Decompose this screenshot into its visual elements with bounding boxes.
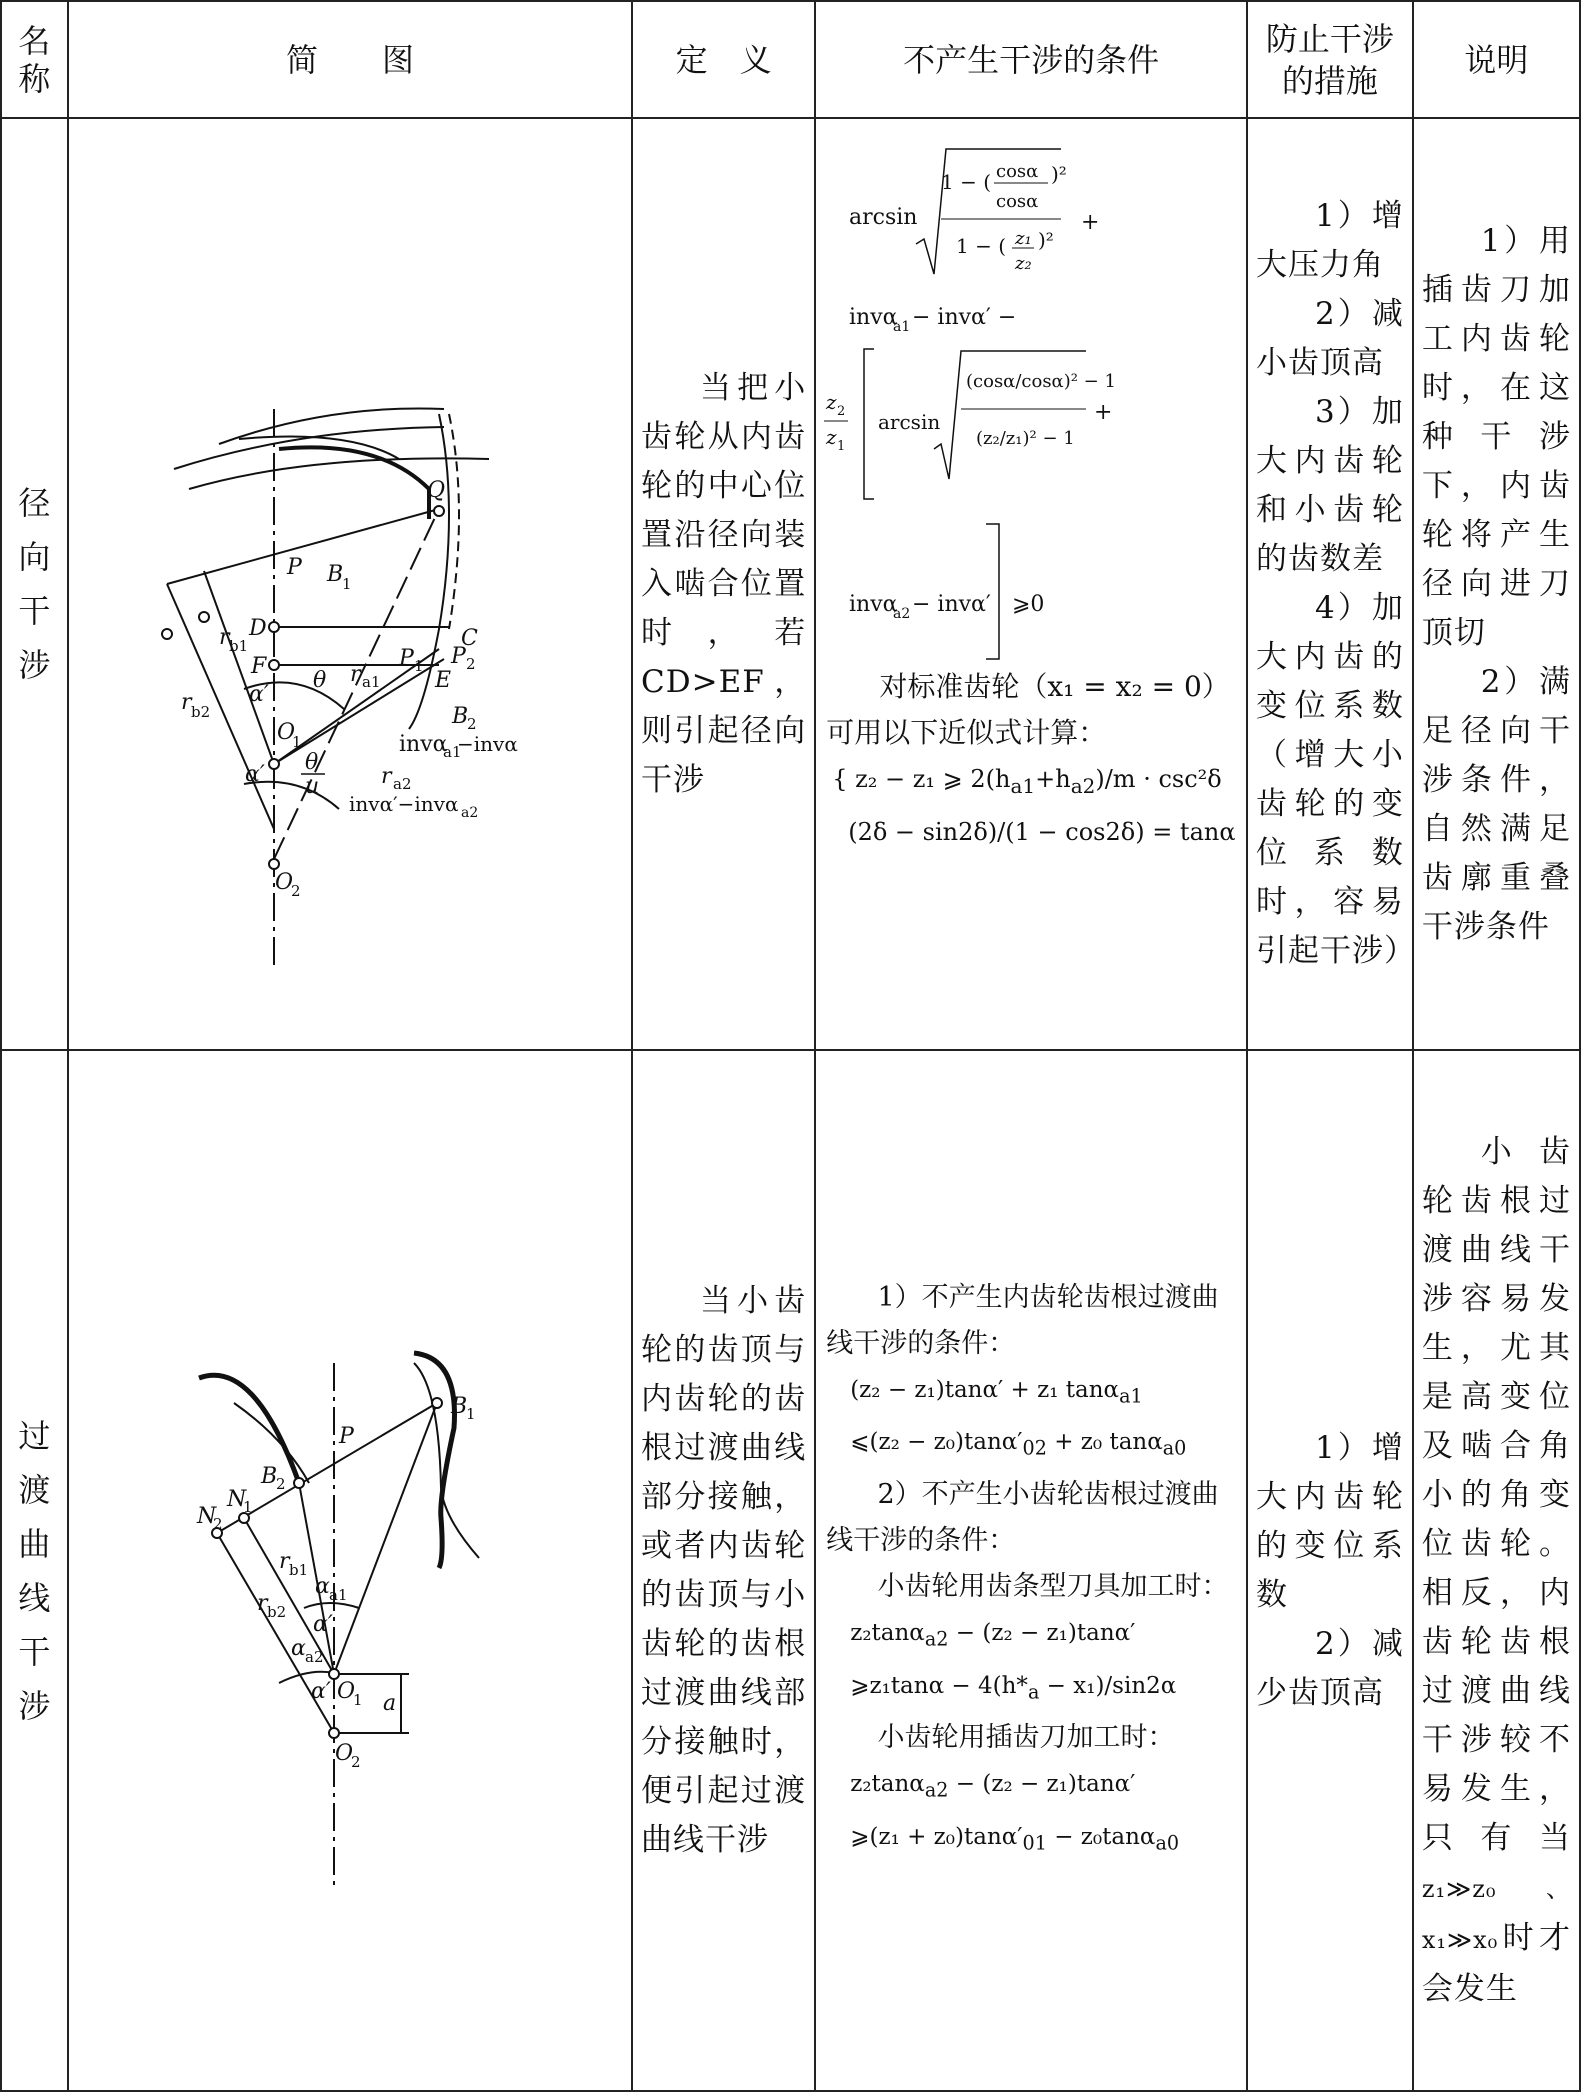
row1-measure-3: 3）加大内齿轮和小齿轮的齿数差 xyxy=(1256,394,1404,578)
row1-condition-approx: 对标准齿轮（x₁ = x₂ = 0）可用以下近似式计算： { z₂ − z₁ ⩾ $2(h_{a1}+h_{a2})/m \cdot \csc^2\delta$ (2δ − sin2δ)/(1 − cos2δ) = tanα xyxy=(816,664,1246,855)
fillet-interference-diagram xyxy=(69,1238,487,1904)
row1-measure-2: 2）减小齿顶高 xyxy=(1256,296,1404,382)
row-radial-interference xyxy=(1,118,1580,1050)
col-header-condition: 不产生干涉的条件 xyxy=(815,1,1247,118)
row2-notes-condition: z₁≫z₀、x₁≫x₀ xyxy=(1421,1874,1571,1954)
formula-z1: z xyxy=(826,425,837,450)
formula-z2-sub: 2 xyxy=(837,404,846,420)
svg-text:cosα: cosα xyxy=(996,161,1039,183)
svg-text:z₂: z₂ xyxy=(1015,253,1032,275)
label-rb2-2: r xyxy=(256,1590,268,1616)
row1-note-2: 2）满足径向干涉条件，自然满足齿廓重叠干涉条件 xyxy=(1421,663,1571,945)
label-n2: N xyxy=(196,1503,217,1529)
label-o2-2: O xyxy=(334,1740,353,1766)
svg-text:arcsin: arcsin xyxy=(878,410,941,435)
row2-cond-4-formula-b: ⩾(z₁ + $z_0)\tan\alpha'_{01} - z_0\tan\alpha_{a0}$ xyxy=(850,1823,1180,1855)
label-alpha-a1-sub: a1 xyxy=(328,1585,348,1604)
svg-text:+: + xyxy=(1094,400,1113,426)
label-alpha-prime-3: α′ xyxy=(312,1611,333,1637)
row1-measure-1: 1）增大压力角 xyxy=(1256,198,1404,284)
point-rb1-end xyxy=(199,612,209,622)
label-minus-inv-a: −invα xyxy=(456,731,518,756)
label-q: Q xyxy=(426,477,445,503)
row2-measure-1: 1）增大内齿轮的变位系数 xyxy=(1256,1429,1404,1613)
formula-inv2b: − invα′ xyxy=(912,592,992,618)
row2-notes-main: 小齿轮齿根过渡曲线干涉容易发生，尤其是高变位及啮合角小的角变位齿轮。相反，内齿轮齿根过渡曲线干涉较不易发生，只有当 xyxy=(1421,1133,1571,1856)
row1-notes xyxy=(1413,118,1580,1050)
row2-cond-3-formula-a: z₂tanα$_{a2}$ − (z₂ − z₁)tanα′ xyxy=(850,1619,1136,1651)
col-header-name: 名称 xyxy=(1,1,68,118)
formula-inv-a2: invα xyxy=(849,592,898,618)
label-b2: B xyxy=(451,703,469,729)
row2-notes-tail: 时才会发生 xyxy=(1421,1919,1571,2007)
label-n1: N xyxy=(226,1486,247,1512)
tangent-line xyxy=(167,509,439,584)
point-b2 xyxy=(294,1478,304,1488)
row2-cond-1-formula-a: (z₂ − z₁)tanα′ + z₁ tanα$_{a1}$ xyxy=(850,1376,1143,1408)
row1-measures xyxy=(1247,118,1417,1050)
row2-notes-text xyxy=(1422,1128,1571,2014)
label-p2: P xyxy=(450,643,466,669)
label-o1-2-sub: 1 xyxy=(352,1690,363,1709)
label-b1-sub: 1 xyxy=(341,574,352,593)
svg-text:cosα: cosα xyxy=(996,191,1039,213)
row2-measure-2: 2）减少齿顶高 xyxy=(1256,1625,1404,1711)
svg-text:1 − (: 1 − ( xyxy=(941,170,992,195)
label-rb2-2-sub: b2 xyxy=(266,1602,286,1621)
row1-note-1: 1）用插齿刀加工内齿轮时，在这种干涉下，内齿轮将产生径向进刀顶切 xyxy=(1421,222,1571,651)
row2-cond-3: 小齿轮用齿条型刀具加工时： xyxy=(877,1570,1229,1602)
label-rb1-sub: b1 xyxy=(228,636,248,655)
point-q xyxy=(434,506,444,516)
label-p1: P xyxy=(398,645,414,671)
label-n2-sub: 2 xyxy=(212,1514,223,1533)
svg-text:+: + xyxy=(1081,210,1100,236)
point-o1 xyxy=(269,759,279,769)
col-header-definition: 定 义 xyxy=(632,1,815,118)
label-a: a xyxy=(382,1690,396,1716)
label-ra1-sub: a1 xyxy=(361,672,381,691)
formula-geq0: ⩾0 xyxy=(1012,592,1045,618)
label-p-2: P xyxy=(338,1423,354,1449)
row2-name: 过渡曲线干涉 xyxy=(1,1050,68,2091)
formula-inv-a1-sub: a1 xyxy=(893,319,911,336)
row1-condition xyxy=(815,118,1247,1050)
formula-inv-a2-sub: a2 xyxy=(893,606,911,623)
row2-cond-1: 1）不产生内齿轮齿根过渡曲线干涉的条件： xyxy=(826,1281,1219,1359)
formula-inv-prime: − invα′ − xyxy=(912,305,1017,331)
label-ra2: r xyxy=(380,763,392,789)
row2-notes xyxy=(1413,1050,1580,2091)
label-d: D xyxy=(248,615,267,641)
label-inv-a1: invα xyxy=(398,731,448,757)
label-alpha-prime-1: α′ xyxy=(248,681,269,707)
radial-condition-formula xyxy=(816,119,1135,664)
row1-condition-approx-text: 对标准齿轮（x₁ = x₂ = 0）可用以下近似式计算： xyxy=(826,670,1230,750)
label-n1-sub: 1 xyxy=(242,1497,253,1516)
pinion-arc-dashed xyxy=(449,414,459,629)
col-header-notes: 说明 xyxy=(1413,1,1580,118)
label-p2-sub: 2 xyxy=(465,654,476,673)
row2-condition xyxy=(815,1050,1247,2091)
svg-text:1 − (: 1 − ( xyxy=(956,234,1007,259)
point-b1 xyxy=(432,1398,442,1408)
svg-text:)²: )² xyxy=(1038,228,1055,253)
radial-interference-diagram xyxy=(69,189,518,980)
label-f: F xyxy=(250,653,267,679)
svg-text:)²: )² xyxy=(1051,162,1068,187)
row2-cond-4: 小齿轮用插齿刀加工时： xyxy=(877,1722,1175,1754)
row1-definition-text: 当把小齿轮从内齿轮的中心位置沿径向装入啮合位置时，若CD>EF，则引起径向干涉 xyxy=(641,369,807,798)
label-alpha-a2-sub: a2 xyxy=(304,1647,324,1666)
point-o2-2 xyxy=(329,1728,339,1738)
svg-text:(cosα/cosα)² − 1: (cosα/cosα)² − 1 xyxy=(966,371,1117,393)
label-alpha-a2: α xyxy=(290,1635,306,1661)
point-f xyxy=(269,660,279,670)
label-e: E xyxy=(434,667,451,693)
row2-cond-2: 2）不产生小齿轮齿根过渡曲线干涉的条件： xyxy=(826,1478,1219,1556)
label-b1-2-sub: 1 xyxy=(465,1404,476,1423)
label-alpha-a1: α xyxy=(314,1573,330,1599)
label-o1-2: O xyxy=(336,1678,355,1704)
point-o1-2 xyxy=(329,1669,339,1679)
row2-measures xyxy=(1247,1050,1413,2091)
row2-cond-3-formula-b: ⩾z₁tanα − $4(h*_a - x_1)/\sin 2\alpha$ xyxy=(850,1672,1177,1704)
row1-measure-4: 4）加大内齿的变位系数（增大小齿轮的变位系数时，容易引起干涉） xyxy=(1256,590,1417,970)
label-o2-2-sub: 2 xyxy=(350,1752,361,1771)
inner-tooth-left xyxy=(199,1375,299,1483)
row2-definition-text: 当小齿轮的齿顶与内齿轮的齿根过渡曲线部分接触，或者内齿轮的齿顶与小齿轮的齿根过渡曲线部分接触时，便引起过渡曲线干涉 xyxy=(641,1282,807,1858)
label-b1-2: B xyxy=(450,1393,468,1419)
label-o1-sub: 1 xyxy=(291,732,302,751)
label-rb1-2-sub: b1 xyxy=(288,1560,308,1579)
svg-text:z₁: z₁ xyxy=(1015,228,1032,250)
label-b1: B xyxy=(326,561,344,587)
point-d xyxy=(269,622,279,632)
row1-definition xyxy=(632,118,815,1050)
formula-arcsin-1: arcsin xyxy=(849,205,918,231)
label-b2-2: B xyxy=(260,1463,278,1489)
label-rb2-sub: b2 xyxy=(190,702,210,721)
label-ra1: r xyxy=(349,661,361,687)
row2-sketch xyxy=(68,1050,632,2091)
point-rb2-end xyxy=(162,629,172,639)
label-b2-2-sub: 2 xyxy=(275,1474,286,1493)
inner-tooth-right xyxy=(414,1353,455,1568)
col-header-sketch: 简 图 xyxy=(68,1,632,118)
label-theta-u-den: u xyxy=(304,773,320,799)
label-ra2-sub: a2 xyxy=(392,774,412,793)
point-o2 xyxy=(269,859,279,869)
formula-z1-sub: 1 xyxy=(837,439,846,455)
label-o1: O xyxy=(276,719,295,745)
label-rb1: r xyxy=(218,624,230,650)
label-theta: θ xyxy=(312,667,327,693)
label-rb2: r xyxy=(180,689,192,715)
label-rb1-2: r xyxy=(278,1548,290,1574)
label-p1-sub: 1 xyxy=(413,656,424,675)
header-row xyxy=(1,1,1580,118)
svg-text:(z₂/z₁)² − 1: (z₂/z₁)² − 1 xyxy=(976,428,1075,450)
label-inv-prime-sub: a2 xyxy=(460,804,479,821)
label-c: C xyxy=(460,625,478,651)
label-p: P xyxy=(286,554,302,580)
row1-sketch xyxy=(68,118,632,1050)
label-theta-u-num: θ xyxy=(304,749,319,775)
row2-cond-4-formula-a: z₂tanα$_{a2}$ − (z₂ − z₁)tanα′ xyxy=(850,1771,1136,1802)
label-o2-sub: 2 xyxy=(290,881,301,900)
label-alpha-prime-4: α′ xyxy=(310,1678,331,1704)
row-fillet-interference xyxy=(1,1050,1580,2091)
formula-z2: z xyxy=(826,390,837,415)
label-inv-prime: invα′−invα xyxy=(348,791,459,816)
row1-name: 径向干涉 xyxy=(1,118,68,1050)
label-b2-sub: 2 xyxy=(466,714,477,733)
row2-definition xyxy=(632,1050,815,2091)
label-alpha-prime-2: α′ xyxy=(244,761,265,787)
label-inv-a1-sub: a1 xyxy=(442,742,462,761)
label-o2: O xyxy=(274,869,293,895)
row2-cond-1-formula-b: ⩽(z₂ − $z_0)\tan\alpha'_{02} + z_0$ tanα$_{a0}$ xyxy=(850,1429,1187,1460)
formula-inv-a1: invα xyxy=(849,305,898,331)
col-header-measures: 防止干涉的措施 xyxy=(1247,1,1413,118)
